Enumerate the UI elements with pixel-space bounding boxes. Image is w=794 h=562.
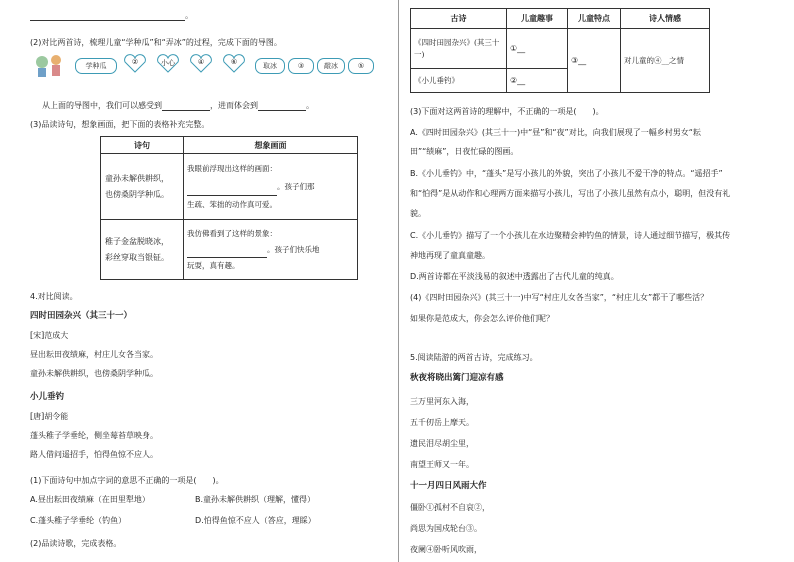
right-column	[410, 0, 770, 562]
poem4-line: 僵卧①孤村不自哀②，	[410, 503, 490, 512]
option-line: C.《小儿垂钓》描写了一个小孩儿在水边聚精会神钓鱼的情景，诗人通过细节描写，极其传	[410, 231, 731, 240]
answer-blank[interactable]	[187, 248, 267, 258]
heart-node-small: 小心	[155, 54, 181, 74]
table-row: 稚子金盆脱晓冰， 彩丝穿取当银钲。 我仿佛看到了这样的景象： 。孩子们快乐地 玩耍，真有趣。	[101, 220, 358, 280]
option-line: D.两首诗都在平淡浅易的叙述中透露出了古代儿童的纯真。	[410, 272, 619, 281]
poem3-line: 南望王师又一年。	[410, 460, 474, 469]
option-line: A.《四时田园杂兴》(其三十一)中“昼”和“夜”对比，向我们展现了一幅乡村男女“耘	[410, 128, 701, 137]
answer-blank[interactable]	[187, 186, 277, 196]
q2-title: (2)对比两首诗，梳理儿童“学种瓜”和“弄冰”的过程，完成下面的导图。	[30, 38, 282, 47]
diagram-node-3: ③	[288, 58, 314, 74]
option-c: C.蓬头稚子学垂纶（钓鱼）	[30, 516, 127, 525]
q2-feeling-line: 从上面的导图中，我们可以感受到 ，进而体会到 。	[42, 101, 314, 110]
option-d: D.怕得鱼惊不应人（答应，理睬）	[195, 516, 316, 525]
poem3-line: 遗民泪尽胡尘里，	[410, 439, 474, 448]
heart-node-6: ⑥	[221, 54, 247, 74]
option-line: 和“怕得”是从动作和心理两方面来描写小孩儿，写出了小孩儿虽然有点小，聪明，但没有礼	[410, 189, 731, 198]
table-row: 《小儿垂钓》 ②__	[411, 69, 710, 93]
poem2-line: 路人借问遥招手，怕得鱼惊不应人。	[30, 450, 158, 459]
table-header: 想象画面	[184, 137, 358, 154]
option-a: A.昼出耘田夜绩麻（在田里犁地）	[30, 495, 150, 504]
poem1-line: 童孙未解供耕织，也傍桑阴学种瓜。	[30, 369, 158, 378]
poem2-title: 小儿垂钓	[30, 392, 65, 402]
heart-node-4: ④	[188, 54, 214, 74]
children-playing-icon	[30, 52, 70, 78]
table-header: 诗句	[101, 137, 184, 154]
answer-blank[interactable]	[162, 101, 210, 111]
diagram-node-take-ice: 取冰	[255, 58, 285, 74]
q5-title: 5.阅读陆游的两首古诗，完成练习。	[410, 353, 538, 362]
diagram-node-5: ⑤	[348, 58, 374, 74]
answer-blank[interactable]	[258, 101, 306, 111]
q4-2-title: (2)品读诗歌，完成表格。	[30, 539, 122, 548]
table-row: 《四时田园杂兴》(其三十一) ①__ ③__ 对儿童的④__之情	[411, 29, 710, 69]
poem3-line: 三万里河东入海，	[410, 397, 474, 406]
poem2-author: [唐]胡令能	[30, 412, 69, 421]
option-b: B.童孙未解供耕织（理解，懂得）	[195, 495, 316, 504]
option-line: 神地再现了童真童趣。	[410, 251, 490, 260]
q3-title: (3)品读诗句，想象画面，把下面的表格补充完整。	[30, 120, 210, 129]
poem4-line: 夜阑④卧听风吹雨，	[410, 545, 482, 554]
diagram-node-1: 学种瓜	[75, 58, 117, 74]
poem-comparison-table	[410, 8, 710, 93]
poem3-title: 秋夜将晓出篱门迎凉有感	[410, 373, 504, 383]
table-header: 诗人情感	[621, 9, 710, 29]
answer-blank[interactable]	[30, 11, 185, 21]
flow-diagram	[30, 52, 375, 78]
poem3-line: 五千仞岳上摩天。	[410, 418, 474, 427]
heart-node-2: ②	[122, 54, 148, 74]
q4-4-line: 如果你是范成大，你会怎么评价他们呢？	[410, 314, 554, 323]
poem1-line: 昼出耘田夜绩麻，村庄儿女各当家。	[30, 350, 158, 359]
poem1-title: 四时田园杂兴（其三十一）	[30, 311, 133, 321]
table-header: 古诗	[411, 9, 507, 29]
q4-1-title: (1)下面诗句中加点字词的意思不正确的一项是( )。	[30, 476, 224, 485]
q4-title: 4.对比阅读。	[30, 292, 78, 301]
option-line: 貌。	[410, 209, 426, 218]
poem2-line: 蓬头稚子学垂纶，侧坐莓苔草映身。	[30, 431, 158, 440]
column-divider	[398, 0, 399, 562]
poem4-title: 十一月四日风雨大作	[410, 481, 487, 491]
diagram-node-knock-ice: 敲冰	[317, 58, 345, 74]
q4-3-title: (3)下面对这两首诗的理解中，不正确的一项是( )。	[410, 107, 604, 116]
q4-4-line: (4)《四时田园杂兴》(其三十一)中写“村庄儿女各当家”，“村庄儿女”都干了哪些活？	[410, 293, 709, 302]
poem4-line: 尚思为国戍轮台③。	[410, 524, 482, 533]
option-line: B.《小儿垂钓》中，“蓬头”是写小孩儿的外貌，突出了小孩儿不爱干净的特点。“遥招手”	[410, 169, 723, 178]
answer-line-top: 。	[30, 10, 193, 21]
poem-image-table	[100, 136, 358, 280]
poem1-author: [宋]范成大	[30, 331, 69, 340]
table-row: 童孙未解供耕织， 也傍桑阴学种瓜。 我眼前浮现出这样的画面： 。孩子们那 生疏、笨拙的动作真可爱。	[101, 154, 358, 220]
option-line: 田”“绩麻”，日夜忙碌的图画。	[410, 147, 519, 156]
table-header: 儿童特点	[568, 9, 621, 29]
table-header: 儿童趣事	[507, 9, 568, 29]
left-column	[30, 0, 375, 562]
